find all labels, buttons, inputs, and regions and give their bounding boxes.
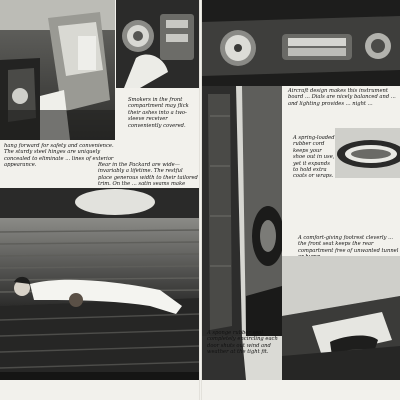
door-interior-photo bbox=[0, 0, 115, 140]
ashtray-illustration bbox=[116, 0, 199, 88]
rubber-cord-photo bbox=[335, 128, 400, 178]
rubber-cord-caption: A spring-loaded rubber cord keeps your shoe out in use, yet it expands to hold extra coats or wraps. bbox=[293, 135, 335, 180]
dashboard-illustration bbox=[202, 0, 400, 86]
door-seal-caption: A sponge rubber seal completely encircling each door shuts out wind and weather at the tight fit. bbox=[207, 330, 278, 356]
rear-seat-photo bbox=[0, 188, 199, 380]
dashboard-caption: Aircraft design makes this instrument board ... Dials are nicely balanced and ... and lighting provides ... night ... bbox=[288, 88, 396, 107]
rubber-cord-illustration bbox=[335, 128, 400, 178]
dashboard-photo bbox=[202, 0, 400, 86]
footrest-photo bbox=[282, 256, 400, 380]
ashtray-photo bbox=[116, 0, 199, 88]
ashtray-caption: Smokers in the front compartment may flick their ashes into a two-sleeve receiver conveniently covered. bbox=[128, 97, 189, 129]
door-interior-illustration bbox=[0, 0, 115, 140]
car-door-photo bbox=[202, 86, 282, 336]
door-caption: hang forward for safety and convenience. The sturdy steel hinges are uniquely concealed to eliminate ... lines of exterior appearance. bbox=[4, 143, 114, 169]
footrest-illustration bbox=[282, 256, 400, 380]
rear-seat-caption: Rear in the Packard are wide—invariably a lifetime. The restful place generous width to their tailored trim. On the ... satin seams make bbox=[98, 162, 198, 188]
footrest-caption: A comfort-giving footrest cleverly ... the front seat keeps the rear compartment free of unwanted tunnel bbox=[298, 235, 399, 254]
rear-seat-illustration bbox=[0, 188, 199, 380]
car-door-illustration bbox=[202, 86, 282, 336]
